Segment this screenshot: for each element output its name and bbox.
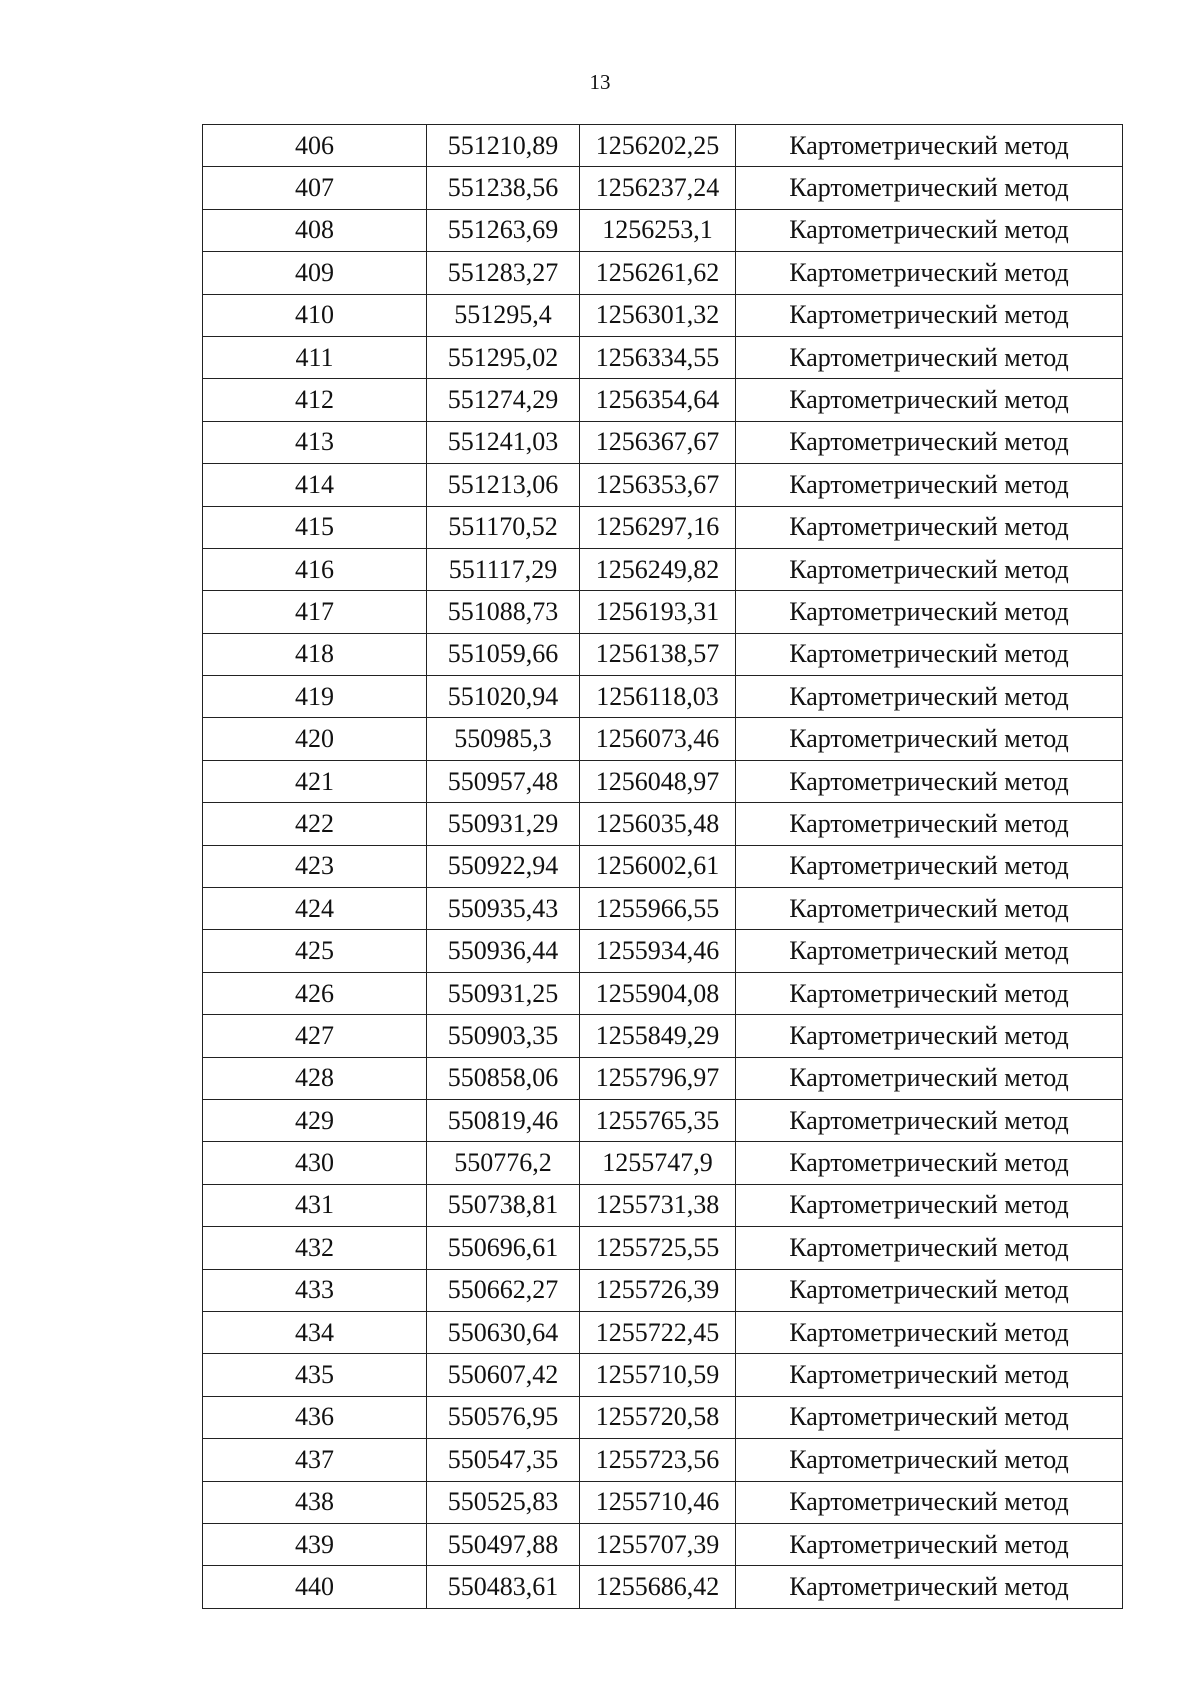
y-coordinate-cell: 1255849,29: [580, 1015, 736, 1057]
x-coordinate-cell: 550630,64: [427, 1311, 580, 1353]
y-coordinate-cell: 1256297,16: [580, 506, 736, 548]
point-number-cell: 420: [203, 718, 427, 760]
table-row: [203, 930, 1123, 972]
x-coordinate-cell: 551263,69: [427, 209, 580, 251]
y-coordinate-cell: 1255725,55: [580, 1227, 736, 1269]
method-cell: Картометрический метод: [736, 1015, 1123, 1057]
table-row: [203, 718, 1123, 760]
x-coordinate-cell: 551295,02: [427, 336, 580, 378]
point-number-cell: 431: [203, 1184, 427, 1226]
point-number-cell: 411: [203, 336, 427, 378]
y-coordinate-cell: 1256202,25: [580, 125, 736, 167]
point-number-cell: 424: [203, 888, 427, 930]
method-cell: Картометрический метод: [736, 1481, 1123, 1523]
point-number-cell: 410: [203, 294, 427, 336]
method-cell: Картометрический метод: [736, 464, 1123, 506]
y-coordinate-cell: 1256073,46: [580, 718, 736, 760]
method-cell: Картометрический метод: [736, 336, 1123, 378]
method-cell: Картометрический метод: [736, 209, 1123, 251]
method-cell: Картометрический метод: [736, 888, 1123, 930]
y-coordinate-cell: 1255710,59: [580, 1354, 736, 1396]
point-number-cell: 439: [203, 1523, 427, 1565]
x-coordinate-cell: 550525,83: [427, 1481, 580, 1523]
x-coordinate-cell: 550858,06: [427, 1057, 580, 1099]
method-cell: Картометрический метод: [736, 803, 1123, 845]
y-coordinate-cell: 1256354,64: [580, 379, 736, 421]
table-row: [203, 1481, 1123, 1523]
point-number-cell: 436: [203, 1396, 427, 1438]
x-coordinate-cell: 550576,95: [427, 1396, 580, 1438]
table-row: [203, 1396, 1123, 1438]
point-number-cell: 428: [203, 1057, 427, 1099]
y-coordinate-cell: 1256237,24: [580, 167, 736, 209]
x-coordinate-cell: 551241,03: [427, 421, 580, 463]
table-row: [203, 591, 1123, 633]
method-cell: Картометрический метод: [736, 1057, 1123, 1099]
table-row: [203, 1269, 1123, 1311]
point-number-cell: 425: [203, 930, 427, 972]
table-row: [203, 1227, 1123, 1269]
method-cell: Картометрический метод: [736, 1311, 1123, 1353]
table-row: [203, 294, 1123, 336]
y-coordinate-cell: 1255796,97: [580, 1057, 736, 1099]
point-number-cell: 421: [203, 760, 427, 802]
x-coordinate-cell: 550936,44: [427, 930, 580, 972]
y-coordinate-cell: 1255710,46: [580, 1481, 736, 1523]
x-coordinate-cell: 551059,66: [427, 633, 580, 675]
method-cell: Картометрический метод: [736, 1142, 1123, 1184]
method-cell: Картометрический метод: [736, 125, 1123, 167]
point-number-cell: 434: [203, 1311, 427, 1353]
x-coordinate-cell: 550497,88: [427, 1523, 580, 1565]
x-coordinate-cell: 550696,61: [427, 1227, 580, 1269]
y-coordinate-cell: 1256301,32: [580, 294, 736, 336]
method-cell: Картометрический метод: [736, 1269, 1123, 1311]
point-number-cell: 438: [203, 1481, 427, 1523]
x-coordinate-cell: 551274,29: [427, 379, 580, 421]
method-cell: Картометрический метод: [736, 1354, 1123, 1396]
point-number-cell: 409: [203, 252, 427, 294]
x-coordinate-cell: 551210,89: [427, 125, 580, 167]
method-cell: Картометрический метод: [736, 506, 1123, 548]
point-number-cell: 408: [203, 209, 427, 251]
point-number-cell: 415: [203, 506, 427, 548]
x-coordinate-cell: 550931,25: [427, 972, 580, 1014]
y-coordinate-cell: 1255722,45: [580, 1311, 736, 1353]
table-row: [203, 1057, 1123, 1099]
x-coordinate-cell: 550776,2: [427, 1142, 580, 1184]
table-row: [203, 336, 1123, 378]
y-coordinate-cell: 1255765,35: [580, 1099, 736, 1141]
x-coordinate-cell: 550957,48: [427, 760, 580, 802]
y-coordinate-cell: 1256353,67: [580, 464, 736, 506]
x-coordinate-cell: 550819,46: [427, 1099, 580, 1141]
table-row: [203, 845, 1123, 887]
table-row: [203, 888, 1123, 930]
y-coordinate-cell: 1255707,39: [580, 1523, 736, 1565]
point-number-cell: 422: [203, 803, 427, 845]
table-row: [203, 760, 1123, 802]
x-coordinate-cell: 551170,52: [427, 506, 580, 548]
coordinates-table-body: [203, 125, 1123, 1609]
page-number: 13: [589, 70, 611, 94]
y-coordinate-cell: 1255720,58: [580, 1396, 736, 1438]
y-coordinate-cell: 1256249,82: [580, 548, 736, 590]
y-coordinate-cell: 1255731,38: [580, 1184, 736, 1226]
y-coordinate-cell: 1256193,31: [580, 591, 736, 633]
table-row: [203, 1311, 1123, 1353]
point-number-cell: 416: [203, 548, 427, 590]
method-cell: Картометрический метод: [736, 252, 1123, 294]
x-coordinate-cell: 550922,94: [427, 845, 580, 887]
method-cell: Картометрический метод: [736, 633, 1123, 675]
method-cell: Картометрический метод: [736, 930, 1123, 972]
method-cell: Картометрический метод: [736, 676, 1123, 718]
x-coordinate-cell: 550483,61: [427, 1566, 580, 1608]
table-row: [203, 548, 1123, 590]
method-cell: Картометрический метод: [736, 845, 1123, 887]
x-coordinate-cell: 551020,94: [427, 676, 580, 718]
method-cell: Картометрический метод: [736, 294, 1123, 336]
x-coordinate-cell: 550607,42: [427, 1354, 580, 1396]
table-row: [203, 252, 1123, 294]
method-cell: Картометрический метод: [736, 421, 1123, 463]
y-coordinate-cell: 1256048,97: [580, 760, 736, 802]
point-number-cell: 414: [203, 464, 427, 506]
point-number-cell: 426: [203, 972, 427, 1014]
table-row: [203, 1566, 1123, 1608]
x-coordinate-cell: 550903,35: [427, 1015, 580, 1057]
x-coordinate-cell: 551213,06: [427, 464, 580, 506]
x-coordinate-cell: 550935,43: [427, 888, 580, 930]
y-coordinate-cell: 1255966,55: [580, 888, 736, 930]
y-coordinate-cell: 1255723,56: [580, 1439, 736, 1481]
point-number-cell: 406: [203, 125, 427, 167]
table-row: [203, 379, 1123, 421]
y-coordinate-cell: 1256367,67: [580, 421, 736, 463]
y-coordinate-cell: 1255686,42: [580, 1566, 736, 1608]
x-coordinate-cell: 551088,73: [427, 591, 580, 633]
table-row: [203, 209, 1123, 251]
method-cell: Картометрический метод: [736, 1566, 1123, 1608]
method-cell: Картометрический метод: [736, 718, 1123, 760]
y-coordinate-cell: 1256138,57: [580, 633, 736, 675]
method-cell: Картометрический метод: [736, 591, 1123, 633]
point-number-cell: 417: [203, 591, 427, 633]
x-coordinate-cell: 550985,3: [427, 718, 580, 760]
method-cell: Картометрический метод: [736, 1396, 1123, 1438]
table-row: [203, 421, 1123, 463]
x-coordinate-cell: 551238,56: [427, 167, 580, 209]
y-coordinate-cell: 1256035,48: [580, 803, 736, 845]
point-number-cell: 437: [203, 1439, 427, 1481]
y-coordinate-cell: 1256118,03: [580, 676, 736, 718]
coordinates-table: [202, 124, 1123, 1609]
table-row: [203, 1015, 1123, 1057]
point-number-cell: 407: [203, 167, 427, 209]
y-coordinate-cell: 1256253,1: [580, 209, 736, 251]
method-cell: Картометрический метод: [736, 1227, 1123, 1269]
table-row: [203, 1184, 1123, 1226]
y-coordinate-cell: 1255934,46: [580, 930, 736, 972]
table-row: [203, 1099, 1123, 1141]
table-row: [203, 464, 1123, 506]
table-row: [203, 803, 1123, 845]
x-coordinate-cell: 550931,29: [427, 803, 580, 845]
point-number-cell: 429: [203, 1099, 427, 1141]
point-number-cell: 440: [203, 1566, 427, 1608]
method-cell: Картометрический метод: [736, 1099, 1123, 1141]
point-number-cell: 427: [203, 1015, 427, 1057]
y-coordinate-cell: 1255904,08: [580, 972, 736, 1014]
method-cell: Картометрический метод: [736, 379, 1123, 421]
point-number-cell: 433: [203, 1269, 427, 1311]
y-coordinate-cell: 1256002,61: [580, 845, 736, 887]
method-cell: Картометрический метод: [736, 1184, 1123, 1226]
x-coordinate-cell: 551117,29: [427, 548, 580, 590]
x-coordinate-cell: 550662,27: [427, 1269, 580, 1311]
table-row: [203, 1354, 1123, 1396]
point-number-cell: 413: [203, 421, 427, 463]
y-coordinate-cell: 1256261,62: [580, 252, 736, 294]
method-cell: Картометрический метод: [736, 167, 1123, 209]
table-row: [203, 1142, 1123, 1184]
table-row: [203, 972, 1123, 1014]
method-cell: Картометрический метод: [736, 1439, 1123, 1481]
x-coordinate-cell: 550738,81: [427, 1184, 580, 1226]
method-cell: Картометрический метод: [736, 972, 1123, 1014]
point-number-cell: 430: [203, 1142, 427, 1184]
point-number-cell: 412: [203, 379, 427, 421]
y-coordinate-cell: 1255747,9: [580, 1142, 736, 1184]
method-cell: Картометрический метод: [736, 548, 1123, 590]
point-number-cell: 423: [203, 845, 427, 887]
y-coordinate-cell: 1255726,39: [580, 1269, 736, 1311]
table-row: [203, 676, 1123, 718]
point-number-cell: 435: [203, 1354, 427, 1396]
x-coordinate-cell: 551295,4: [427, 294, 580, 336]
x-coordinate-cell: 550547,35: [427, 1439, 580, 1481]
y-coordinate-cell: 1256334,55: [580, 336, 736, 378]
table-row: [203, 125, 1123, 167]
table-row: [203, 506, 1123, 548]
x-coordinate-cell: 551283,27: [427, 252, 580, 294]
point-number-cell: 418: [203, 633, 427, 675]
table-row: [203, 1439, 1123, 1481]
point-number-cell: 432: [203, 1227, 427, 1269]
point-number-cell: 419: [203, 676, 427, 718]
method-cell: Картометрический метод: [736, 760, 1123, 802]
table-row: [203, 1523, 1123, 1565]
table-row: [203, 167, 1123, 209]
method-cell: Картометрический метод: [736, 1523, 1123, 1565]
table-row: [203, 633, 1123, 675]
